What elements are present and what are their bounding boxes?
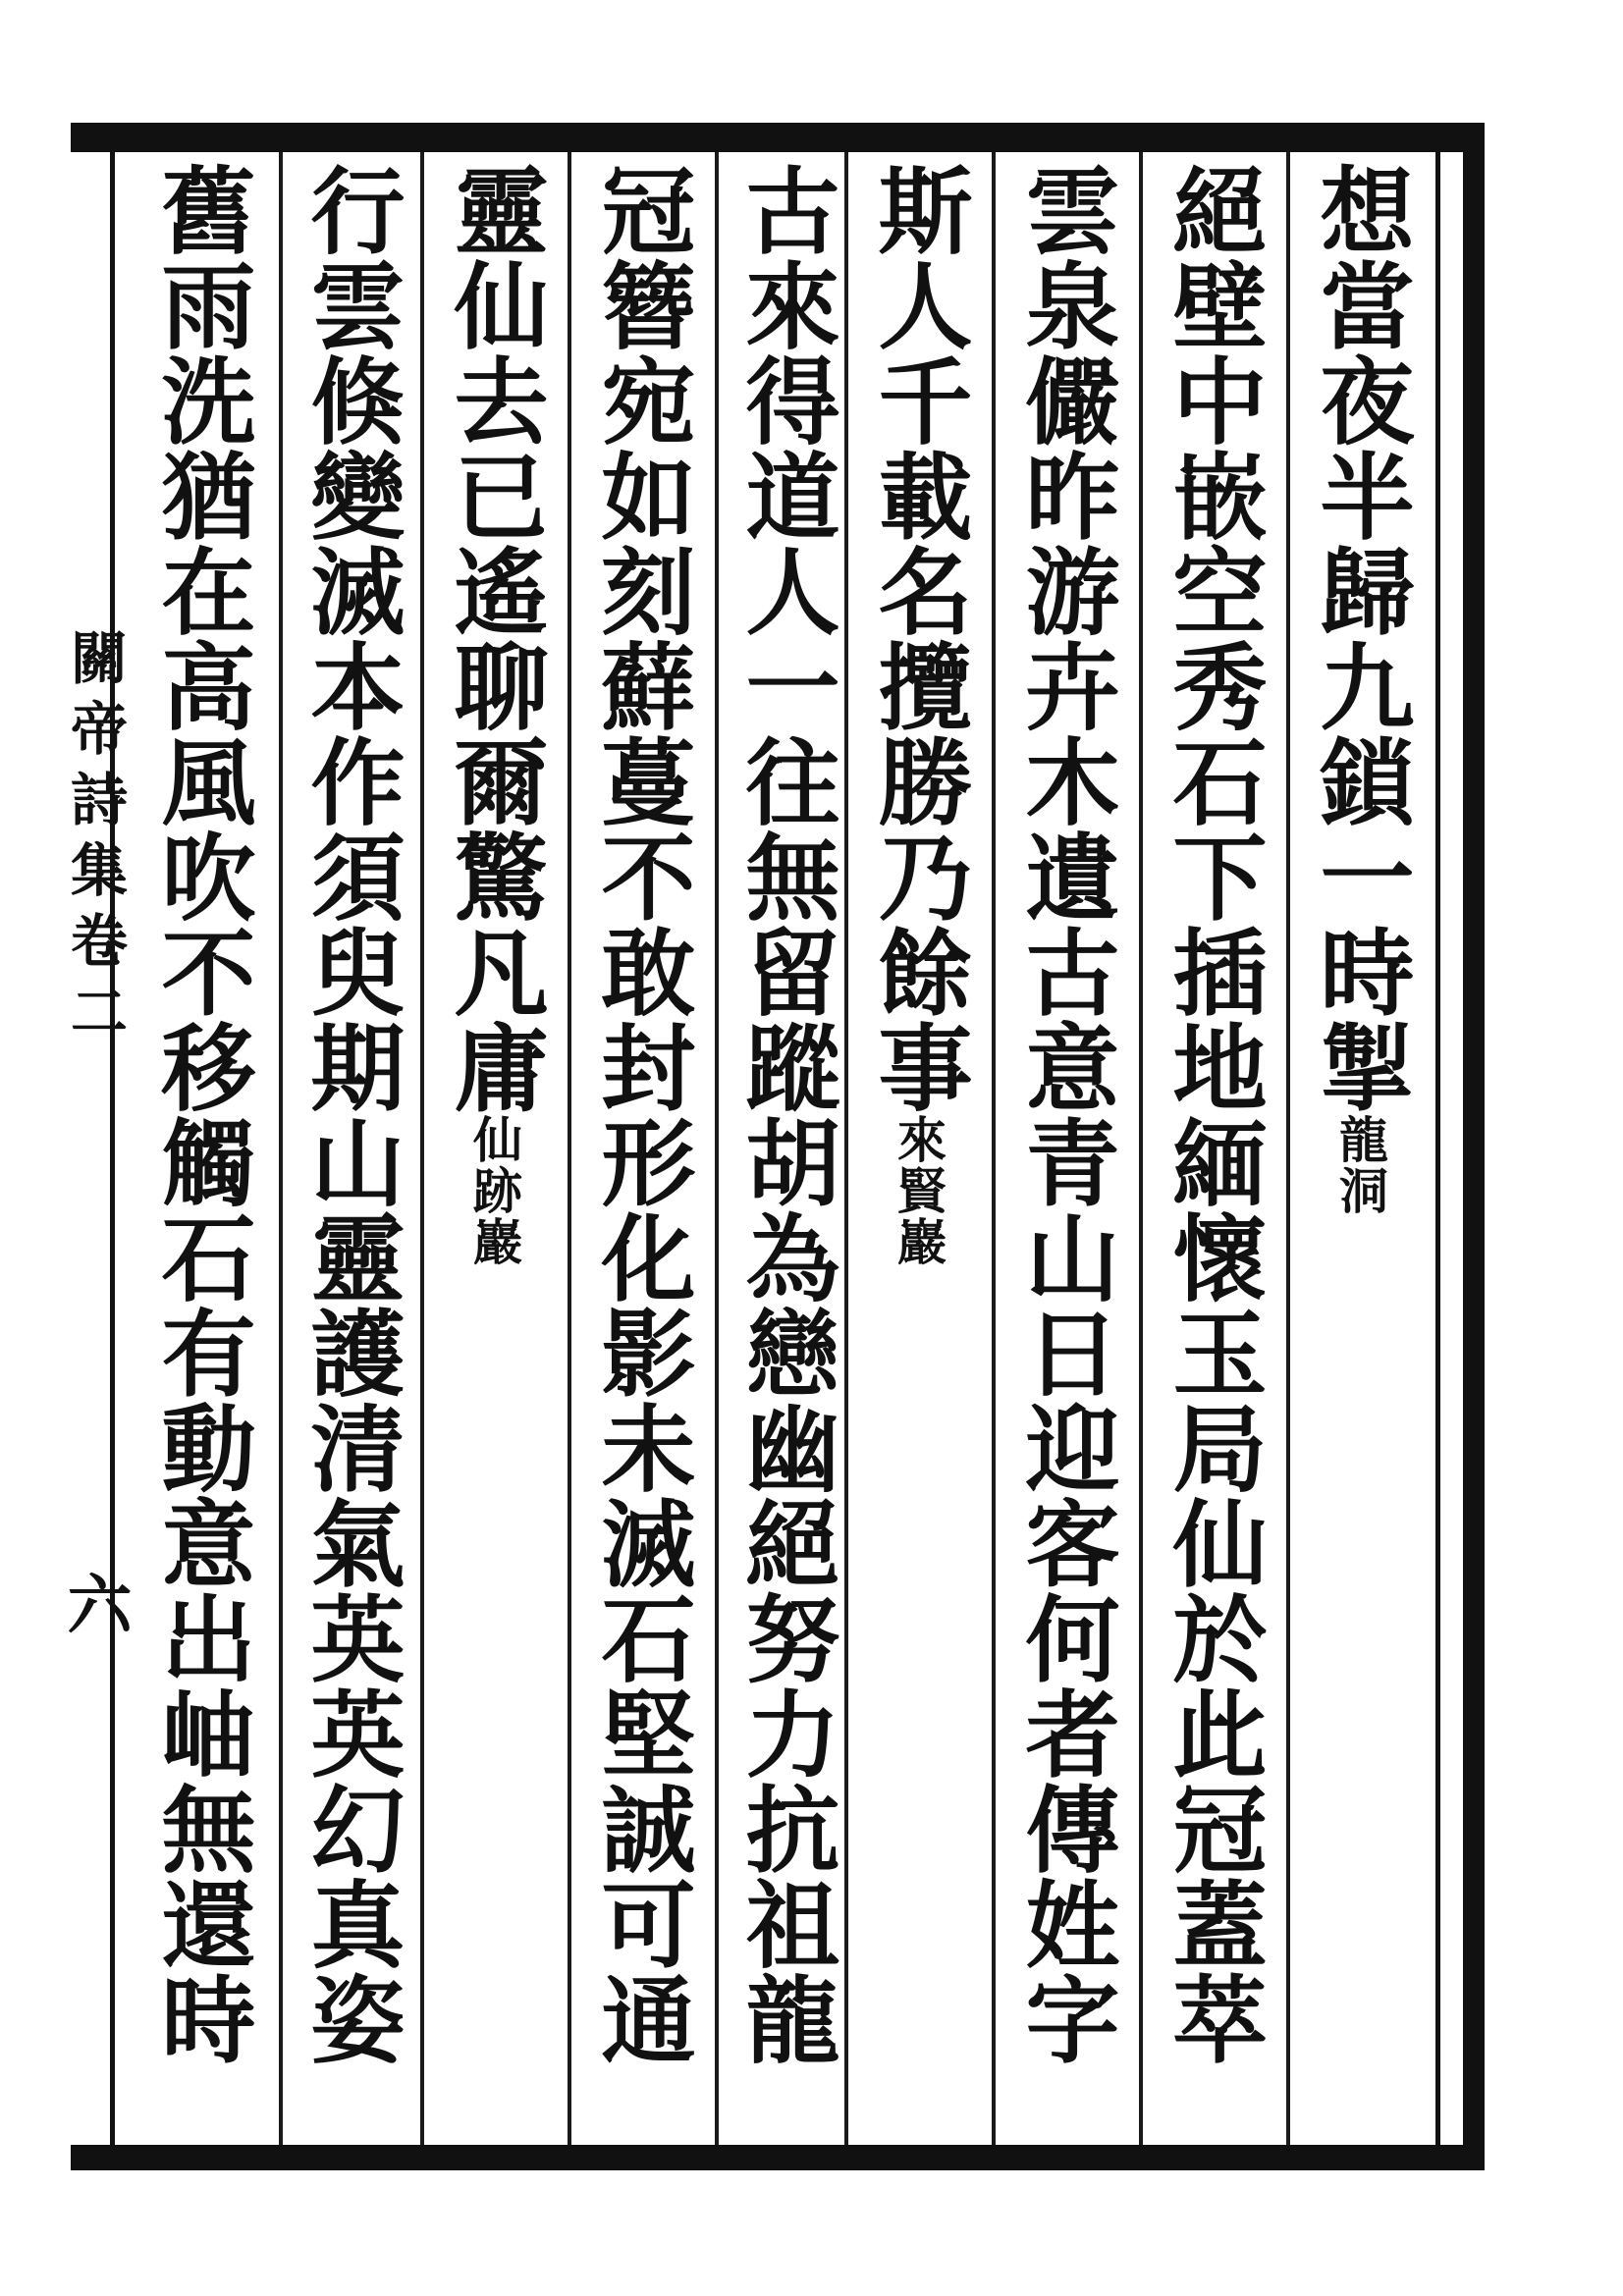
frame-right-rule (1463, 123, 1485, 2170)
column-divider (568, 152, 571, 2145)
frame-right-inner-rule (1435, 152, 1440, 2145)
folio-number: 六 (56, 1571, 133, 1635)
column-text: 冠簪宛如刻蘚蔓不敢封形化影未滅石堅誠可通 (586, 162, 697, 2066)
column-text: 舊雨洗猶在高風吹不移觸石有動意出岫無還時 (146, 162, 257, 2066)
column-divider (420, 152, 424, 2145)
column-divider (992, 152, 996, 2145)
text-column-2 (1149, 162, 1276, 2140)
column-divider (1286, 152, 1290, 2145)
text-column-8 (287, 162, 414, 2140)
text-column-7 (430, 162, 558, 2140)
column-divider (279, 152, 283, 2145)
column-text: 絕壁中嵌空秀石下插地緬懷玉局仙於此冠蓋萃 (1158, 162, 1269, 2066)
frame-top-rule (71, 123, 1485, 152)
column-note: 仙跡巖 (465, 1114, 523, 1267)
text-column-4 (854, 162, 982, 2140)
frame-bottom-rule (71, 2145, 1485, 2170)
column-note: 來賢巖 (890, 1114, 947, 1267)
text-column-9 (137, 162, 265, 2140)
column-text: 想當夜半歸九鎖一時掣 (1305, 162, 1416, 1114)
text-column-1 (1296, 162, 1424, 2140)
column-text: 行雲倏變滅本作須臾期山靈護清氣英英幻真姿 (296, 162, 406, 2066)
column-text: 古來得道人一往無留蹤胡為戀幽絕努力抗祖龍 (730, 162, 841, 2066)
gutter-title: 關帝詩集卷二 (61, 628, 128, 1052)
column-text: 斯人千載名攬勝乃餘事 (863, 162, 974, 1114)
column-text: 靈仙去已遙聊爾驚凡庸 (439, 162, 550, 1114)
column-text: 雲泉儼昨游卉木遺古意青山日迎客何者傳姓字 (1010, 162, 1121, 2066)
column-divider (715, 152, 719, 2145)
column-divider (1139, 152, 1143, 2145)
column-note: 龍洞 (1331, 1114, 1389, 1216)
text-column-6 (577, 162, 705, 2140)
text-column-3 (1001, 162, 1129, 2140)
text-column-5 (722, 162, 849, 2140)
